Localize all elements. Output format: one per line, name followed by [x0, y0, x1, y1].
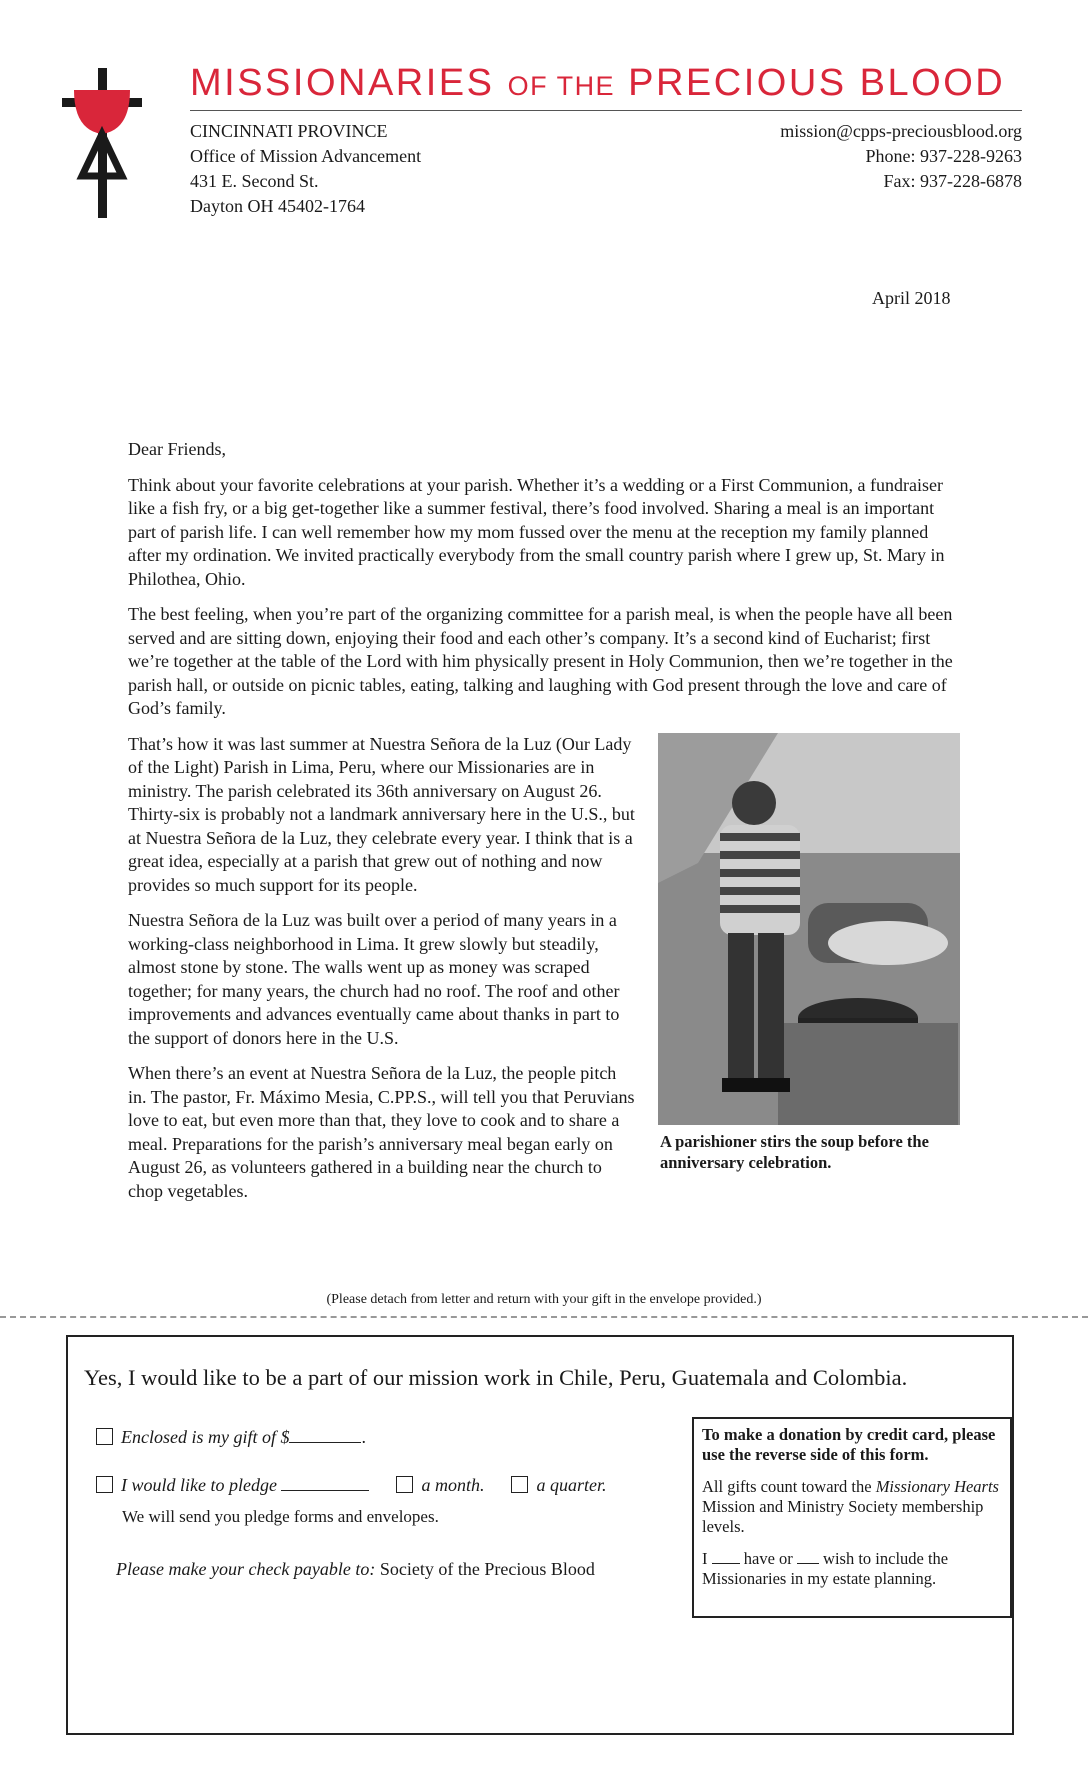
form-headline: Yes, I would like to be a part of our mission work in Chile, Peru, Guatemala and Colombia.: [84, 1365, 908, 1390]
letter-body: [128, 438, 960, 1215]
parishioner-photo: [658, 733, 960, 1125]
detach-note: (Please detach from letter and return with your gift in the envelope provided.): [326, 1292, 762, 1307]
email-address: mission@cpps-preciousblood.org: [780, 121, 1022, 141]
paragraph: When there’s an event at Nuestra Señora de la Luz, the people pitch in. The pastor, Fr. Máximo Mesia, C.PP.S., will tell you that Peruvians love to eat, but even more than that, they love to cook and to share a meal. Preparations for the parish’s anniversary meal began early on August 26, as volunteers gathered in a building near the church to chop vegetables.: [128, 1063, 635, 1201]
title-rule: [190, 110, 1022, 111]
pledge-checkbox[interactable]: [96, 1476, 113, 1493]
month-checkbox[interactable]: [396, 1476, 413, 1493]
quarter-label: a quarter.: [536, 1475, 607, 1495]
gift-checkbox[interactable]: [96, 1428, 113, 1445]
gifts-count-note: All gifts count toward the Missionary Hearts Mission and Ministry Society membership levels.: [702, 1477, 999, 1536]
estate-planning-note: I have or wish to include the Missionaries in my estate planning.: [702, 1549, 949, 1588]
paragraph: Nuestra Señora de la Luz was built over a period of many years in a working-class neighborhood in Lima. It grew slowly but steadily, almost stone by stone. The walls went up as money was scraped together; for many years, the church had no roof. The roof and other improvements and advances eventually came about thanks in part to the support of donors here in the U.S.: [128, 910, 620, 1048]
gift-amount-field[interactable]: [289, 1428, 361, 1443]
gift-row: Enclosed is my gift of $ .: [96, 1427, 366, 1448]
letter-date: April 2018: [872, 288, 951, 308]
photo-caption: A parishioner stirs the soup before the anniversary celebration.: [660, 1131, 929, 1172]
credit-card-note: To make a donation by credit card, please use the reverse side of this form.: [702, 1425, 996, 1464]
pledge-amount-field[interactable]: [281, 1476, 369, 1491]
paragraph: Think about your favorite celebrations at your parish. Whether it’s a wedding or a First Communion, a fundraiser like a fish fry, or a big get-together like a summer festival, there’s food involved. Sharing a meal is an important part of parish life. I can well remember how my mom fussed over the menu at the reception my family planned after my ordination. We invited practically everybody from the small country parish where I grew up, St. Mary in Philothea, Ohio.: [128, 474, 945, 589]
salutation: Dear Friends,: [128, 439, 226, 459]
cross-chalice-logo: [62, 68, 142, 218]
pledge-row: [96, 1475, 606, 1496]
paragraph: The best feeling, when you’re part of the organizing committee for a parish meal, is when the people have all been served and are sitting down, enjoying their food and each other’s company. It’s a second kind of Eucharist; first we’re together at the table of the Lord with him physically present in Holy Communion, then we’re together in the parish hall, or outside on picnic tables, eating, talking and laughing with God present through the love and care of God’s family.: [128, 604, 953, 718]
month-label: a month.: [421, 1475, 485, 1495]
estate-have-field[interactable]: [712, 1549, 740, 1564]
pledge-label: I would like to pledge: [121, 1475, 277, 1495]
paragraph: That’s how it was last summer at Nuestra Señora de la Luz (Our Lady of the Light) Parish in Lima, Peru, where our Missionaries are in ministry. The parish celebrated its 36th anniversary on August 26. Thirty-six is probably not a landmark anniversary here in the U.S., but at Nuestra Señora de la Luz, they celebrate every year. I think that is a great idea, especially at a parish that grew out of nothing and now provides so much support for its people.: [128, 733, 635, 895]
contact-info: [780, 119, 1022, 194]
gift-label: Enclosed is my gift of $: [121, 1427, 290, 1447]
mailing-address: CINCINNATI PROVINCE Office of Mission Advancement 431 E. Second St. Dayton OH 45402-1764: [190, 121, 422, 216]
organization-title: MISSIONARIES OF THE PRECIOUS BLOOD: [190, 62, 1006, 104]
estate-wish-field[interactable]: [797, 1549, 819, 1564]
quarter-checkbox[interactable]: [511, 1476, 528, 1493]
phone-number: Phone: 937-228-9263: [865, 146, 1022, 166]
detach-line: [0, 1316, 1088, 1318]
donation-form: [66, 1335, 1014, 1735]
check-payee: Society of the Precious Blood: [379, 1559, 595, 1579]
pledge-note: We will send you pledge forms and envelopes.: [122, 1507, 439, 1526]
fax-number: Fax: 937-228-6878: [883, 171, 1022, 191]
check-payable-line: Please make your check payable to: Society of the Precious Blood: [116, 1559, 595, 1579]
side-info-box: [692, 1417, 1012, 1618]
